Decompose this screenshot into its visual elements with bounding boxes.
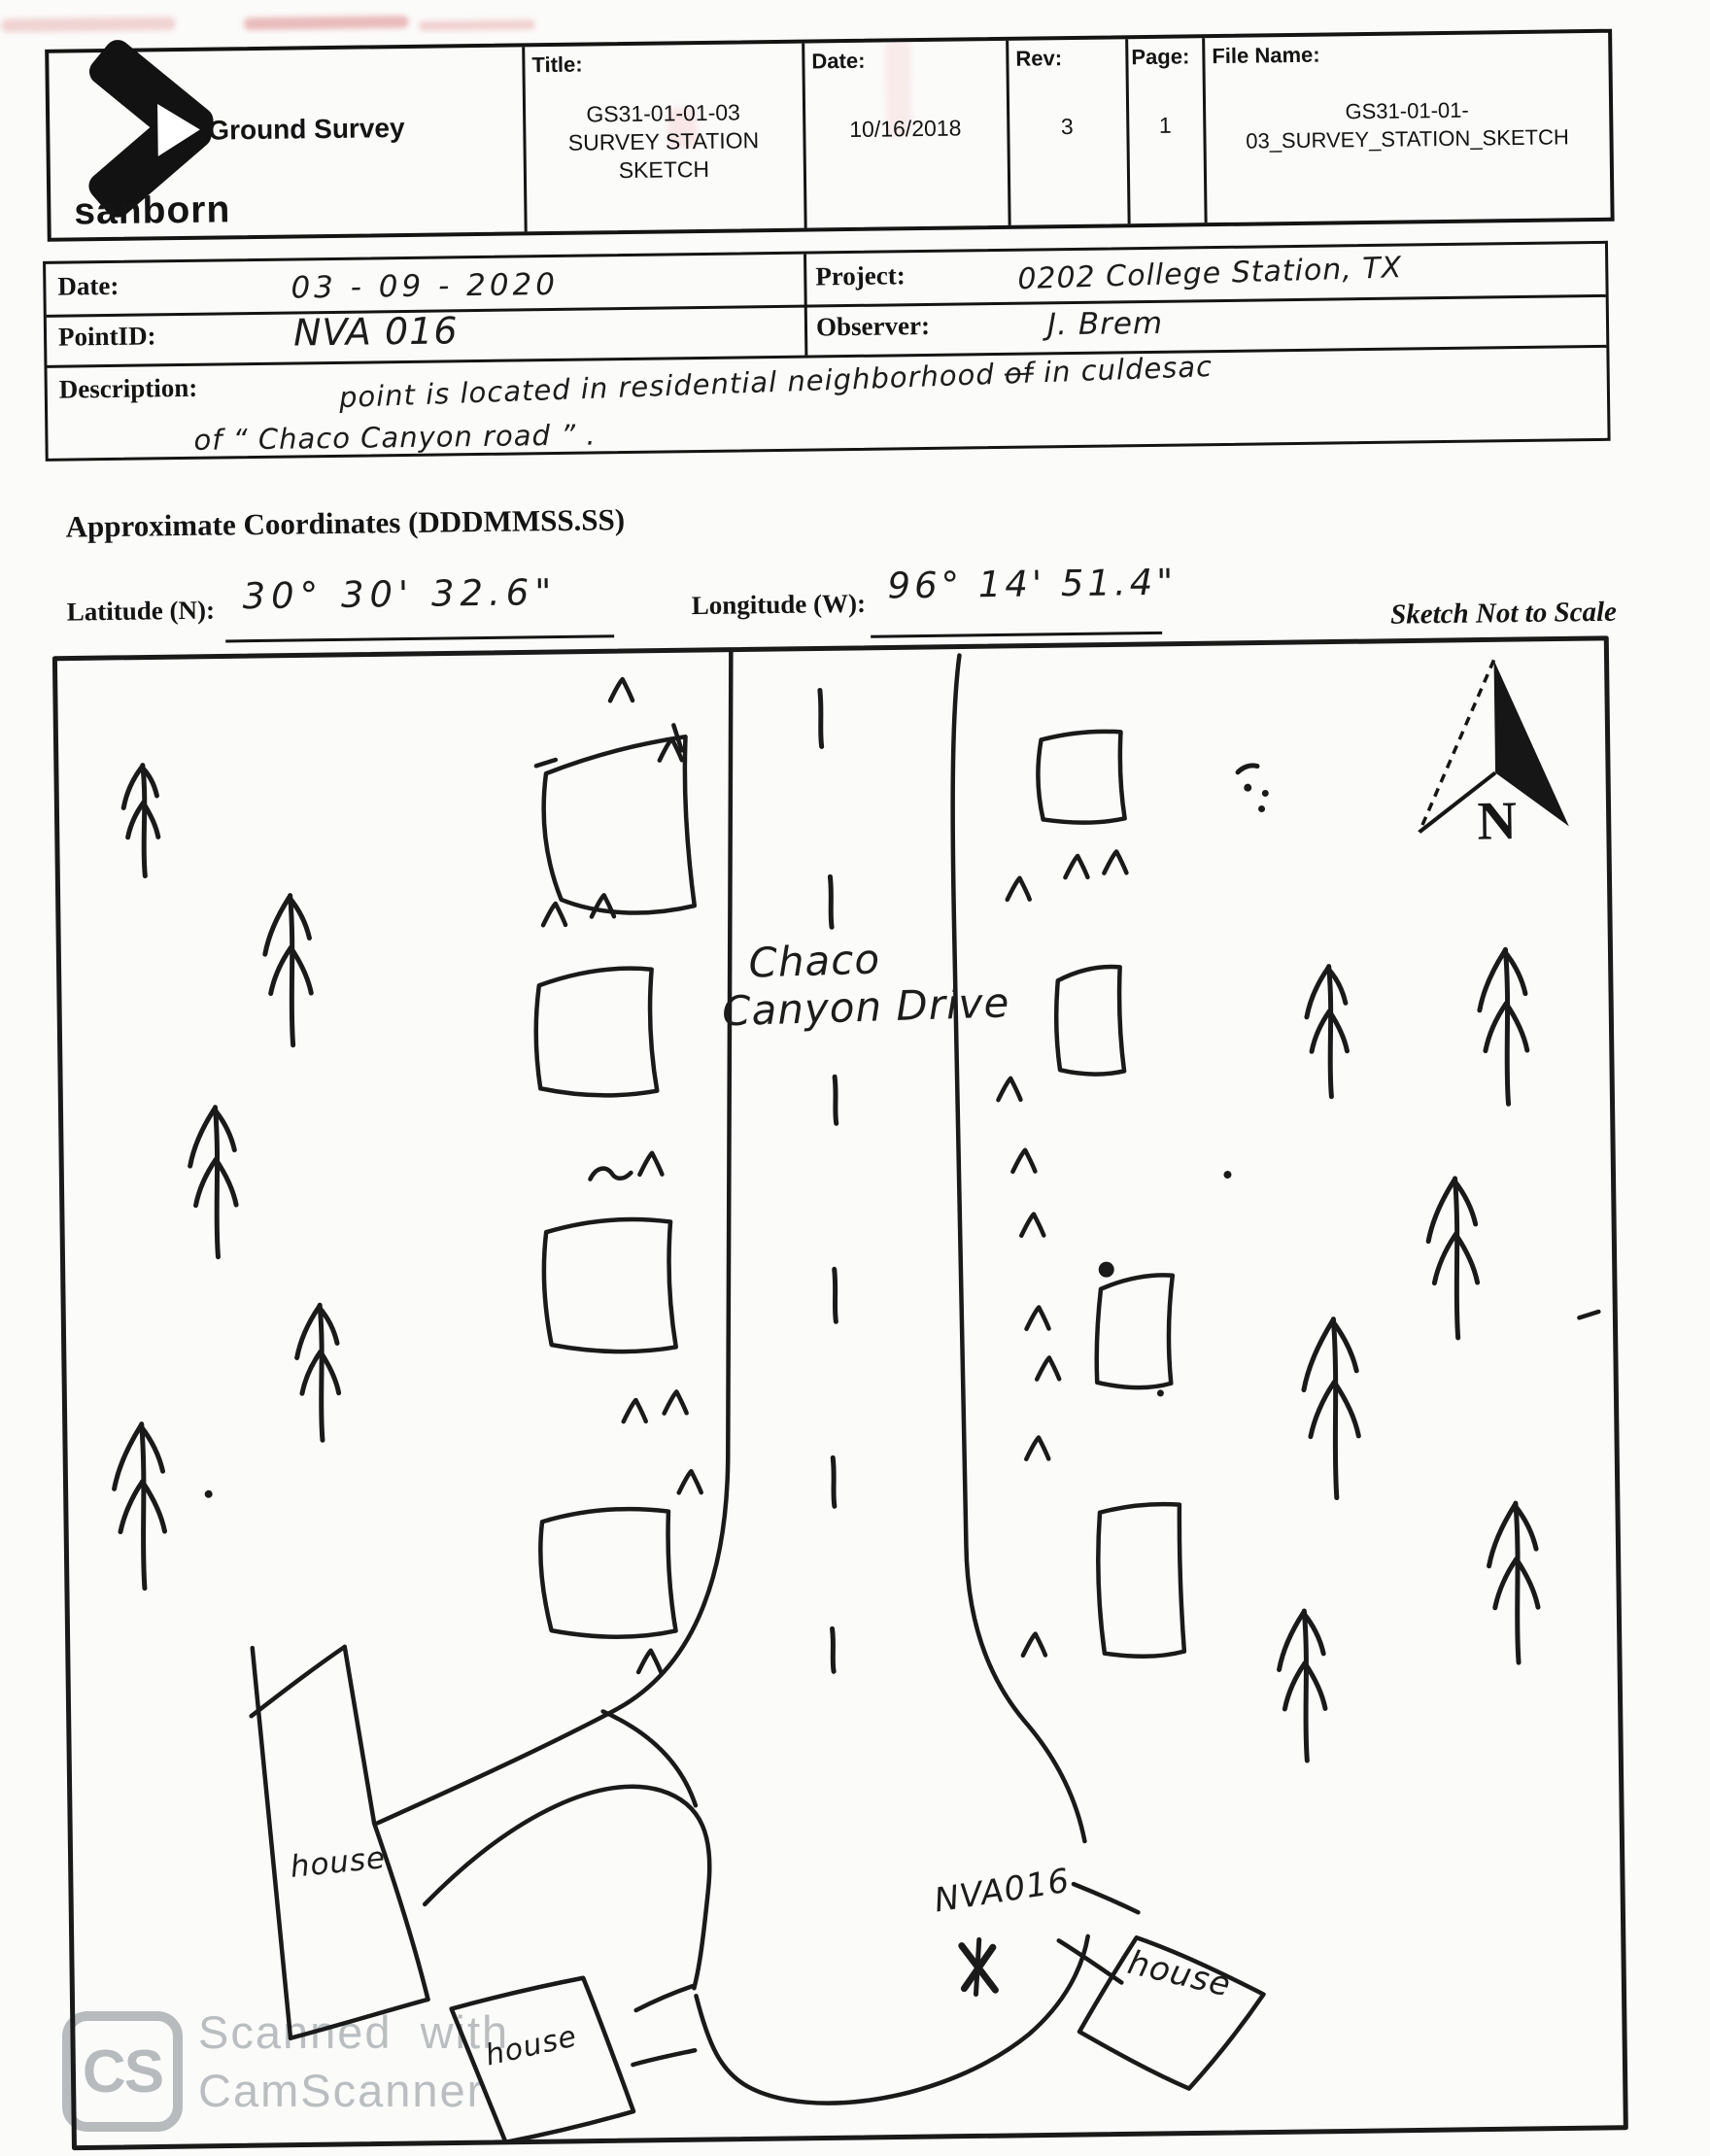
survey-point-label: NVA016 <box>932 1862 1073 1921</box>
pointid-value: NVA 016 <box>293 309 459 354</box>
date-row-label: Date: <box>57 271 119 302</box>
house-label-left: house <box>289 1840 388 1885</box>
latitude-value: 30° 30' 32.6" <box>242 571 557 617</box>
description-line2: of “ Chaco Canyon road ” . <box>193 418 597 456</box>
road-label-line2: Canyon Drive <box>721 978 1010 1035</box>
coordinates-heading: Approximate Coordinates (DDDMMSS.SS) <box>65 502 625 545</box>
page-label: Page: <box>1131 44 1189 70</box>
longitude-label: Longitude (W): <box>692 589 867 621</box>
description-line1-b: in culdesac <box>1043 350 1213 389</box>
rev-value: 3 <box>1009 113 1124 141</box>
house-label-bottom: house <box>482 2019 580 2072</box>
house-label-right: house <box>1124 1943 1235 2005</box>
camscanner-line1: Scanned with <box>198 2005 509 2059</box>
pointid-label: PointID: <box>58 321 156 352</box>
camscanner-badge-text: CS <box>83 2037 162 2106</box>
description-line1-a: point is located in residential neighborhood <box>338 358 995 414</box>
title-value: GS31-01-01-03 SURVEY STATION SKETCH <box>526 98 802 186</box>
scale-note: Sketch Not to Scale <box>1352 597 1617 633</box>
camscanner-line2: CamScanner <box>198 2064 484 2117</box>
longitude-value: 96° 14' 51.4" <box>887 562 1177 607</box>
header-date-value: 10/16/2018 <box>805 115 1005 144</box>
page-value: 1 <box>1129 112 1201 139</box>
title-label: Title: <box>531 52 582 79</box>
latitude-label: Latitude (N): <box>67 596 216 628</box>
description-line1-struck: of <box>1004 357 1034 391</box>
north-arrow-label: N <box>1477 791 1517 852</box>
observer-label: Observer: <box>816 311 930 343</box>
rev-label: Rev: <box>1015 46 1062 72</box>
logo-caption: Ground Survey <box>208 113 405 147</box>
observer-value: J. Brem <box>1047 306 1164 343</box>
description-label: Description: <box>59 373 198 405</box>
header-date-label: Date: <box>811 49 865 75</box>
file-name-label: File Name: <box>1212 43 1320 69</box>
file-name-value: GS31-01-01- 03_SURVEY_STATION_SKETCH <box>1208 95 1607 156</box>
project-value: 0202 College Station, TX <box>1017 251 1403 296</box>
date-row-value: 03 - 09 - 2020 <box>291 267 559 306</box>
logo-wordmark: sanborn <box>74 188 230 233</box>
project-label: Project: <box>815 260 906 291</box>
north-arrow-icon <box>1384 632 1600 858</box>
road-label-line1: Chaco <box>748 935 881 986</box>
